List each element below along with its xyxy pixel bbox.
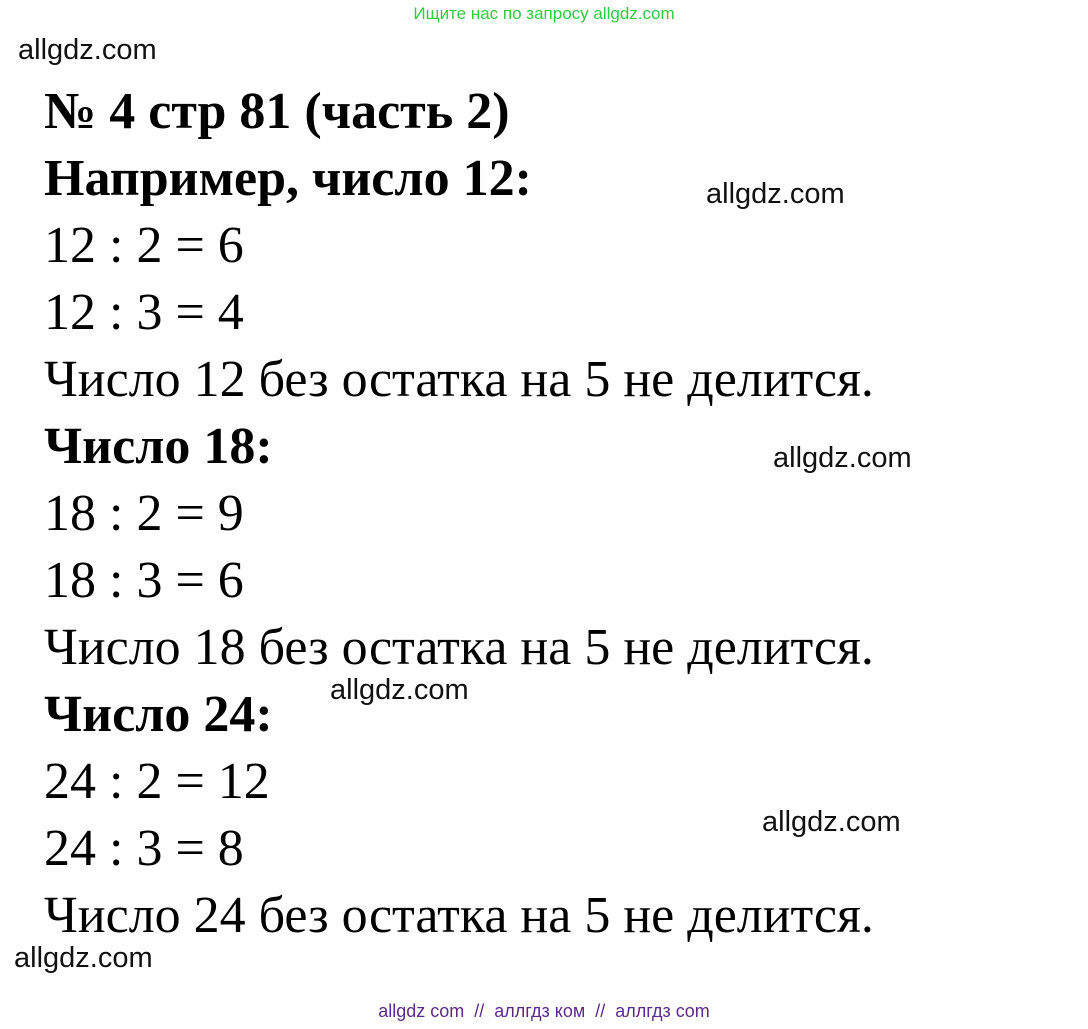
equation-line: 24 : 2 = 12 bbox=[44, 753, 270, 810]
watermark: allgdz.com bbox=[18, 34, 157, 66]
watermark: allgdz.com bbox=[773, 442, 912, 474]
conclusion-line: Число 24 без остатка на 5 не делится. bbox=[44, 887, 874, 944]
task-heading: № 4 стр 81 (часть 2) bbox=[44, 83, 510, 140]
example-heading: Число 24: bbox=[44, 686, 273, 743]
conclusion-line: Число 12 без остатка на 5 не делится. bbox=[44, 351, 874, 408]
equation-line: 24 : 3 = 8 bbox=[44, 820, 244, 877]
example-heading: Например, число 12: bbox=[44, 150, 532, 207]
equation-line: 18 : 3 = 6 bbox=[44, 552, 244, 609]
equation-line: 12 : 2 = 6 bbox=[44, 217, 244, 274]
equation-line: 18 : 2 = 9 bbox=[44, 485, 244, 542]
solution-body bbox=[44, 78, 874, 949]
conclusion-line: Число 18 без остатка на 5 не делится. bbox=[44, 619, 874, 676]
top-banner-link[interactable]: Ищите нас по запросу allgdz.com bbox=[413, 4, 675, 23]
watermark: allgdz.com bbox=[330, 674, 469, 706]
equation-line: 12 : 3 = 4 bbox=[44, 284, 244, 341]
example-heading: Число 18: bbox=[44, 418, 273, 475]
watermark: allgdz.com bbox=[14, 942, 153, 974]
footer-links[interactable]: allgdz com // аллгдз ком // аллгдз com bbox=[378, 1001, 710, 1021]
watermark: allgdz.com bbox=[762, 806, 901, 838]
watermark: allgdz.com bbox=[706, 178, 845, 210]
